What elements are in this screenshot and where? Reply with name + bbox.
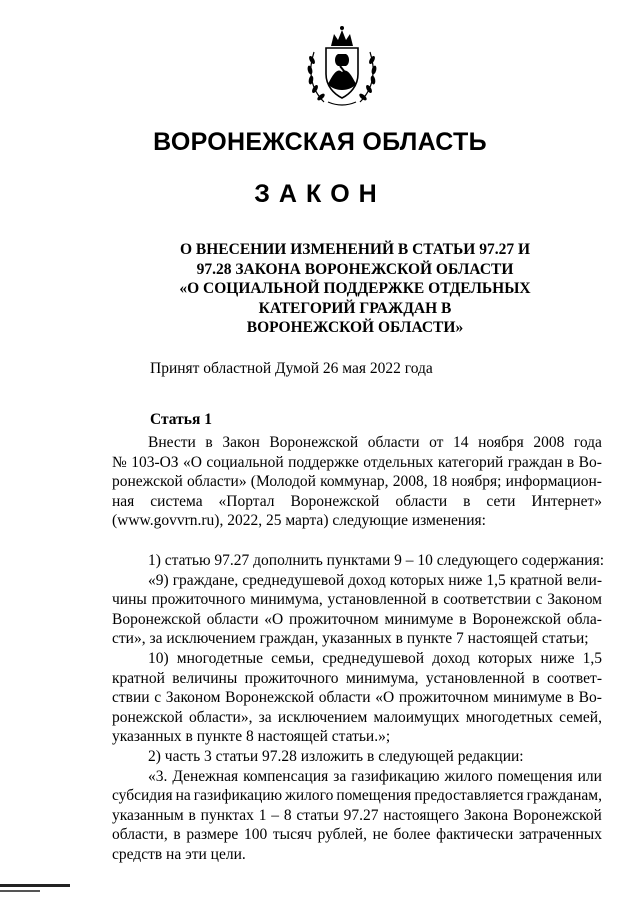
scan-artifact <box>0 884 70 887</box>
paragraph-line: области, в размере 100 тысяч рублей, не более фактически затраченных <box>112 826 602 844</box>
voronezh-coat-of-arms-emblem <box>304 22 380 108</box>
law-title-line: О ВНЕСЕНИИ ИЗМЕНЕНИЙ В СТАТЬИ 97.27 И <box>179 241 530 258</box>
paragraph-line: ная система «Портал Воронежской области в сети Интернет» <box>112 492 602 510</box>
law-title-line: «О СОЦИАЛЬНОЙ ПОДДЕРЖКЕ ОТДЕЛЬНЫХ <box>179 280 531 297</box>
region-name: ВОРОНЕЖСКАЯ ОБЛАСТЬ <box>153 128 487 156</box>
paragraph-line: ронежской области», за исключением малоимущих многодетных семей, <box>112 708 602 726</box>
paragraph-line: указанным в пунктах 1 – 8 статьи 97.27 настоящего Закона Воронежской <box>112 806 602 824</box>
scan-artifact <box>0 890 40 892</box>
article-body <box>112 433 605 864</box>
paragraph-line: «9) граждане, среднедушевой доход которых ниже 1,5 кратной вели- <box>148 571 602 589</box>
paragraph-line: № 103-ОЗ «О социальной поддержке отдельных категорий граждан в Во- <box>112 453 602 471</box>
adoption-date-line: Принят областной Думой 26 мая 2022 года <box>150 360 433 377</box>
law-title-line: 97.28 ЗАКОНА ВОРОНЕЖСКОЙ ОБЛАСТИ <box>196 260 514 278</box>
law-title <box>170 240 540 338</box>
paragraph-line: средств на эти цели. <box>112 845 246 863</box>
paragraph-line: субсидия на газификацию жилого помещения предоставляется гражданам, <box>112 787 602 805</box>
paragraph-line: (www.govvrn.ru), 2022, 25 марта) следующие изменения: <box>112 512 486 530</box>
law-title-line: КАТЕГОРИЙ ГРАЖДАН В <box>258 299 452 317</box>
paragraph-line: 2) часть 3 статьи 97.28 изложить в следующей редакции: <box>148 747 524 765</box>
paragraph-line: Воронежской области «О прожиточном минимуме в Воронежской обла- <box>112 610 602 628</box>
article-heading: Статья 1 <box>150 411 212 428</box>
paragraph-line: 10) многодетные семьи, среднедушевой доход которых ниже 1,5 <box>148 649 602 667</box>
document-type: ЗАКОН <box>254 180 386 208</box>
paragraph-line: указанных в пункте 8 настоящей статьи.»; <box>112 728 391 746</box>
paragraph-line: Внести в Закон Воронежской области от 14 ноября 2008 года <box>148 434 602 451</box>
paragraph-line: «3. Денежная компенсация за газификацию жилого помещения или <box>148 767 602 785</box>
paragraph-line: кратной величины прожиточного минимума, установленной в соответ- <box>112 669 602 687</box>
paragraph-line: ронежской области» (Молодой коммунар, 2008, 18 ноября; информацион- <box>112 473 602 491</box>
paragraph-line: ствии с Законом Воронежской области «О прожиточном минимуме в Во- <box>112 689 602 707</box>
paragraph-line: 1) статью 97.27 дополнить пунктами 9 – 10 следующего содержания: <box>148 551 605 569</box>
paragraph-line: сти», за исключением граждан, указанных в пункте 7 настоящей статьи; <box>112 630 589 648</box>
law-title-line: ВОРОНЕЖСКОЙ ОБЛАСТИ» <box>246 319 464 336</box>
paragraph-line: чины прожиточного минимума, установленной в соответствии с Законом <box>112 591 602 609</box>
